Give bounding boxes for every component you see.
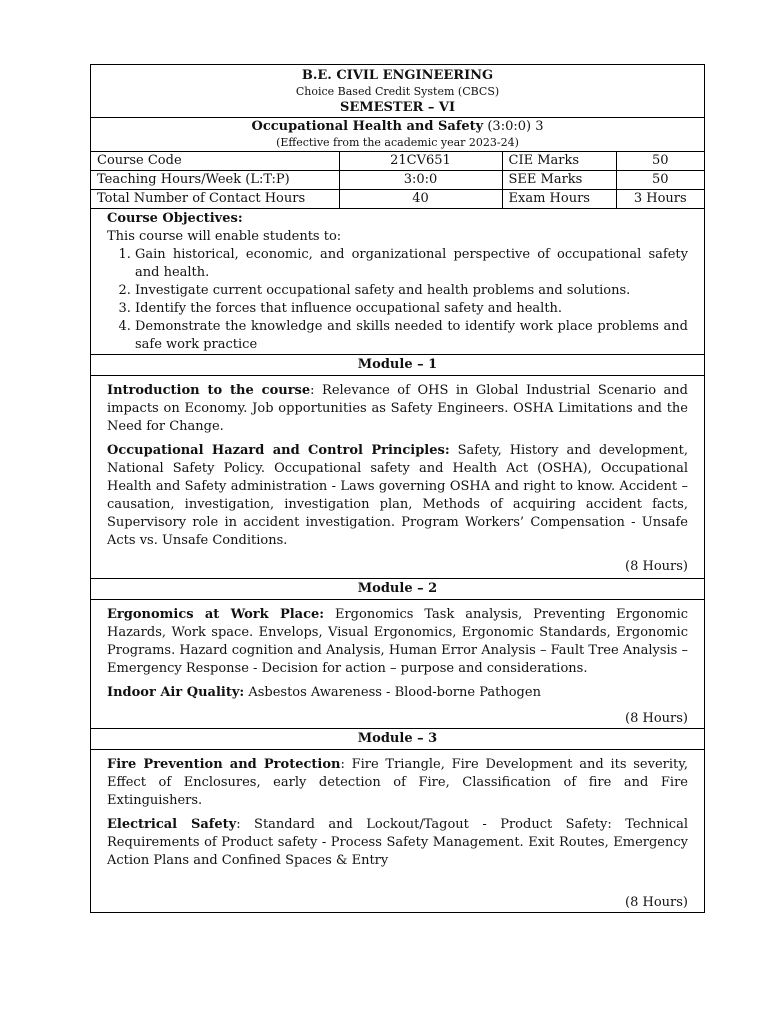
- info-value: 40: [339, 190, 502, 209]
- info-label: Total Number of Contact Hours: [91, 190, 339, 209]
- objectives-block: [91, 209, 704, 355]
- list-item: 3. Identify the forces that influence occupational safety and health.: [135, 300, 688, 318]
- objectives-heading: Course Objectives:: [107, 211, 243, 226]
- module-paragraph: [107, 442, 688, 550]
- course-title-block: [91, 118, 704, 152]
- list-item: 4. Demonstrate the knowledge and skills needed to identify work place problems and safe work practice: [135, 318, 688, 354]
- objectives-intro: This course will enable students to:: [107, 229, 342, 244]
- effective-year: (Effective from the academic year 2023-24): [276, 136, 519, 149]
- para-text: Safety, History and development, National Safety Policy. Occupational safety and Health Act (OSHA), Occupational Health and Safety administration - Laws governing OSHA and right to know. Accident – causation, investigation, investigation plan, Methods of acquiring accident facts, Supervisory role in accident investigation. Program Workers’ Compensation - Unsafe Acts vs. Unsafe Conditions.: [107, 443, 688, 548]
- module-hours: (8 Hours): [625, 711, 688, 726]
- para-lead: Electrical Safety: [107, 817, 237, 832]
- info-value: 3:0:0: [339, 171, 502, 190]
- info-value: 3 Hours: [633, 191, 687, 206]
- para-lead: Occupational Hazard and Control Principles:: [107, 443, 450, 458]
- para-text: Ergonomics Task analysis, Preventing Ergonomic Hazards, Work space. Envelops, Visual Ergonomics, Ergonomic Standards, Ergonomic Programs. Hazard cognition and Analysis, Human Error Analysis – Fault Tree Analysis – Emergency Response - Decision for action – purpose and considerations.: [107, 607, 689, 676]
- module-2-content: [91, 600, 704, 729]
- module-paragraph: [107, 606, 688, 678]
- info-value: 21CV651: [339, 152, 502, 171]
- info-label: Teaching Hours/Week (L:T:P): [91, 171, 339, 190]
- table-row: [91, 190, 704, 209]
- module-3-title: Module – 3: [91, 729, 704, 750]
- info-table-wrap: [91, 152, 704, 209]
- table-row: [91, 171, 704, 190]
- header-block: [91, 65, 704, 118]
- course-credits: (3:0:0) 3: [483, 119, 544, 134]
- info-label: CIE Marks: [502, 152, 616, 171]
- module-1-content: [91, 376, 704, 579]
- para-text: : Relevance of OHS in Global Industrial Scenario and impacts on Economy. Job opportunities as Safety Engineers. OSHA Limitations and the Need for Change.: [107, 383, 689, 434]
- para-lead: Fire Prevention and Protection: [107, 757, 341, 772]
- module-3-content: [91, 750, 704, 912]
- module-paragraph: [107, 756, 688, 810]
- info-label: Exam Hours: [502, 190, 616, 209]
- semester-label: SEMESTER – VI: [339, 100, 456, 115]
- program-title: B.E. CIVIL ENGINEERING: [301, 68, 494, 83]
- module-paragraph: [107, 684, 688, 702]
- list-item: 1. Gain historical, economic, and organizational perspective of occupational safety and health.: [135, 246, 688, 282]
- module-hours: (8 Hours): [625, 895, 688, 910]
- module-paragraph: [107, 816, 688, 870]
- info-label: SEE Marks: [502, 171, 616, 190]
- table-row: [91, 152, 704, 171]
- para-lead: Ergonomics at Work Place:: [107, 607, 325, 622]
- info-label: Course Code: [91, 152, 339, 171]
- para-text: Asbestos Awareness - Blood-borne Pathogen: [244, 685, 541, 700]
- course-title: Occupational Health and Safety: [251, 119, 484, 134]
- module-hours: (8 Hours): [625, 559, 688, 574]
- module-paragraph: [107, 382, 688, 436]
- para-text: : Standard and Lockout/Tagout - Product Safety: Technical Requirements of Product safety - Process Safety Management. Exit Routes, Emergency Action Plans and Confined Spaces & Entry: [107, 817, 688, 868]
- objectives-list: [107, 246, 688, 354]
- info-value: 50: [616, 171, 704, 190]
- module-2-title: Module – 2: [91, 579, 704, 600]
- list-item: 2. Investigate current occupational safety and health problems and solutions.: [135, 282, 688, 300]
- course-title-line: [91, 118, 704, 136]
- info-value: 50: [616, 152, 704, 171]
- module-1-title: Module – 1: [91, 355, 704, 376]
- para-lead: Indoor Air Quality:: [107, 685, 245, 700]
- para-text: : Fire Triangle, Fire Development and its severity, Effect of Enclosures, early detection of Fire, Classification of fire and Fire Extinguishers.: [107, 757, 688, 808]
- course-info-table: [91, 152, 704, 208]
- credit-system: Choice Based Credit System (CBCS): [295, 85, 500, 98]
- syllabus-table: [90, 64, 705, 913]
- para-lead: Introduction to the course: [107, 383, 311, 398]
